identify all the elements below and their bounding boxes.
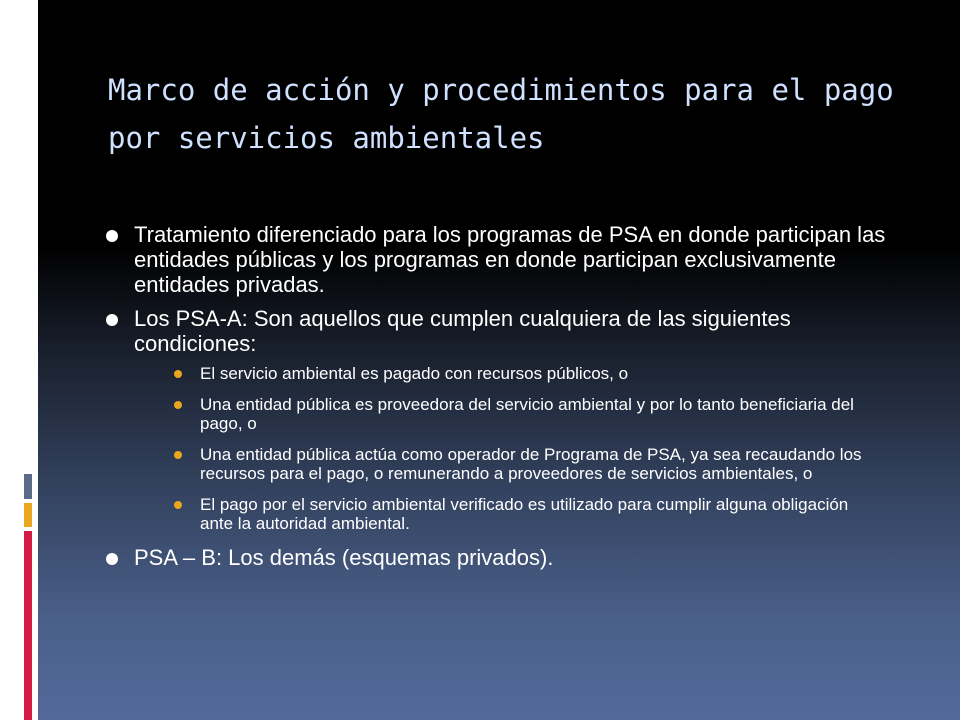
sub-bullet-item bbox=[174, 445, 886, 483]
bullet-item bbox=[106, 545, 886, 570]
bullet-text: PSA – B: Los demás (esquemas privados). bbox=[134, 545, 554, 570]
bullet-text: Tratamiento diferenciado para los programas de PSA en donde participan las entidades públicas y los programas en donde participan exclusivamente entidades privadas. bbox=[134, 222, 886, 297]
sub-bullet-icon bbox=[174, 401, 182, 409]
bullet-text: Los PSA-A: Son aquellos que cumplen cualquiera de las siguientes condiciones: bbox=[134, 306, 791, 356]
sub-bullet-item bbox=[174, 364, 886, 383]
slide-title: Marco de acción y procedimientos para el pago por servicios ambientales bbox=[108, 73, 894, 155]
sub-bullet-icon bbox=[174, 451, 182, 459]
decor-bar-gray bbox=[24, 474, 32, 499]
sub-bullet-icon bbox=[174, 370, 182, 378]
bullet-item bbox=[106, 306, 886, 533]
sub-bullet-icon bbox=[174, 501, 182, 509]
sub-bullet-item bbox=[174, 495, 886, 533]
sub-bullet-text: El servicio ambiental es pagado con recursos públicos, o bbox=[200, 364, 629, 383]
bullet-icon bbox=[106, 553, 118, 565]
sub-bullet-list bbox=[134, 364, 886, 533]
slide-content bbox=[106, 222, 886, 579]
sub-bullet-text: Una entidad pública es proveedora del servicio ambiental y por lo tanto beneficiaria del pago, o bbox=[200, 395, 854, 433]
decor-bar-red bbox=[24, 531, 32, 720]
bullet-icon bbox=[106, 230, 118, 242]
bullet-item bbox=[106, 222, 886, 297]
bullet-icon bbox=[106, 314, 118, 326]
sub-bullet-text: Una entidad pública actúa como operador de Programa de PSA, ya sea recaudando los recursos para el pago, o remunerando a proveedores de servicios ambientales, o bbox=[200, 445, 862, 483]
decor-bar-gold bbox=[24, 503, 32, 527]
sub-bullet-text: El pago por el servicio ambiental verificado es utilizado para cumplir alguna obligación ante la autoridad ambiental. bbox=[200, 495, 849, 533]
sub-bullet-item bbox=[174, 395, 886, 433]
decor-bar-white bbox=[24, 0, 32, 470]
